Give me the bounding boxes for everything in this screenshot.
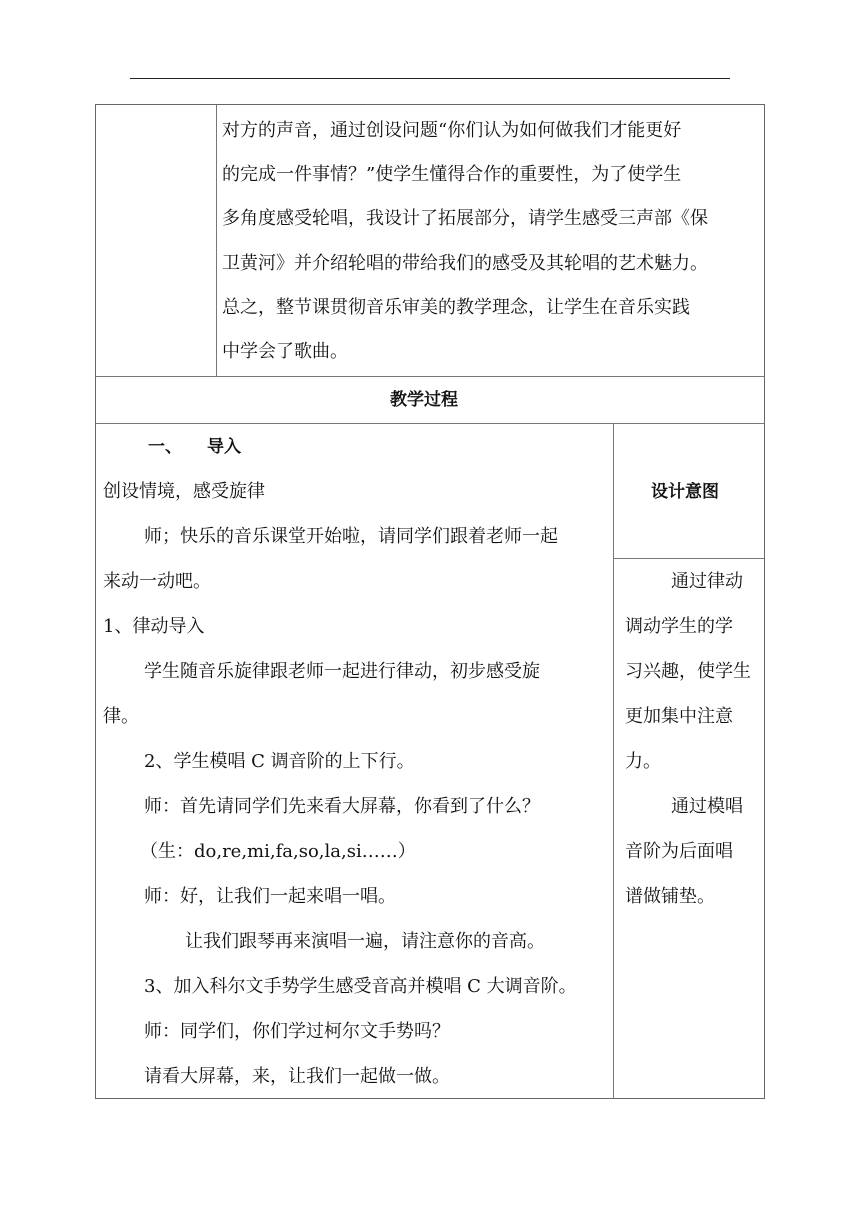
main-line-4: 1、律动导入 (103, 616, 205, 637)
top-left-column-divider (216, 105, 217, 376)
section-number: 一、 (148, 437, 182, 457)
top-line-3: 多角度感受轮唱，我设计了拓展部分，请学生感受三声部《保 (222, 208, 708, 229)
main-line-9: （生：do,re,mi,fa,so,la,si……） (140, 841, 416, 862)
top-line-4: 卫黄河》并介绍轮唱的带给我们的感受及其轮唱的艺术魅力。 (222, 253, 708, 274)
main-line-2: 师；快乐的音乐课堂开始啦，请同学们跟着老师一起 (144, 526, 558, 547)
top-line-2: 的完成一件事情？”使学生懂得合作的重要性，为了使学生 (222, 164, 682, 185)
design-intent-header: 设计意图 (651, 482, 719, 502)
header-rule (130, 78, 730, 79)
section-title: 导入 (207, 437, 241, 457)
side-line-6: 通过模唱 (671, 796, 743, 817)
process-header-divider (96, 423, 764, 424)
main-line-13: 师：同学们，你们学过柯尔文手势吗？ (144, 1021, 450, 1042)
side-line-5: 力。 (625, 751, 661, 772)
side-line-1: 通过律动 (671, 571, 743, 592)
main-line-6: 律。 (103, 706, 139, 727)
main-line-11: 让我们跟琴再来演唱一遍，请注意你的音高。 (185, 931, 545, 952)
top-line-5: 总之，整节课贯彻音乐审美的教学理念，让学生在音乐实践 (222, 297, 690, 318)
top-line-6: 中学会了歌曲。 (222, 341, 348, 362)
main-line-8: 师：首先请同学们先来看大屏幕，你看到了什么？ (144, 796, 540, 817)
side-line-3: 习兴趣，使学生 (625, 661, 751, 682)
design-intent-divider (613, 558, 764, 559)
side-column-divider (613, 423, 614, 1099)
side-line-8: 谱做铺垫。 (625, 886, 715, 907)
main-line-14: 请看大屏幕，来，让我们一起做一做。 (144, 1066, 450, 1087)
main-line-12: 3、加入科尔文手势学生感受音高并模唱 C 大调音阶。 (144, 976, 577, 997)
main-line-5: 学生随音乐旋律跟老师一起进行律动，初步感受旋 (144, 661, 540, 682)
top-section-divider (96, 376, 764, 377)
main-line-10: 师：好，让我们一起来唱一唱。 (144, 886, 396, 907)
side-line-4: 更加集中注意 (625, 706, 733, 727)
main-line-3: 来动一动吧。 (103, 571, 211, 592)
side-line-7: 音阶为后面唱 (625, 841, 733, 862)
side-line-2: 调动学生的学 (625, 616, 733, 637)
process-header: 教学过程 (390, 390, 458, 410)
top-line-1: 对方的声音，通过创设问题“你们认为如何做我们才能更好 (222, 120, 682, 141)
main-line-7: 2、学生模唱 C 调音阶的上下行。 (144, 751, 415, 772)
main-line-1: 创设情境，感受旋律 (103, 481, 265, 502)
